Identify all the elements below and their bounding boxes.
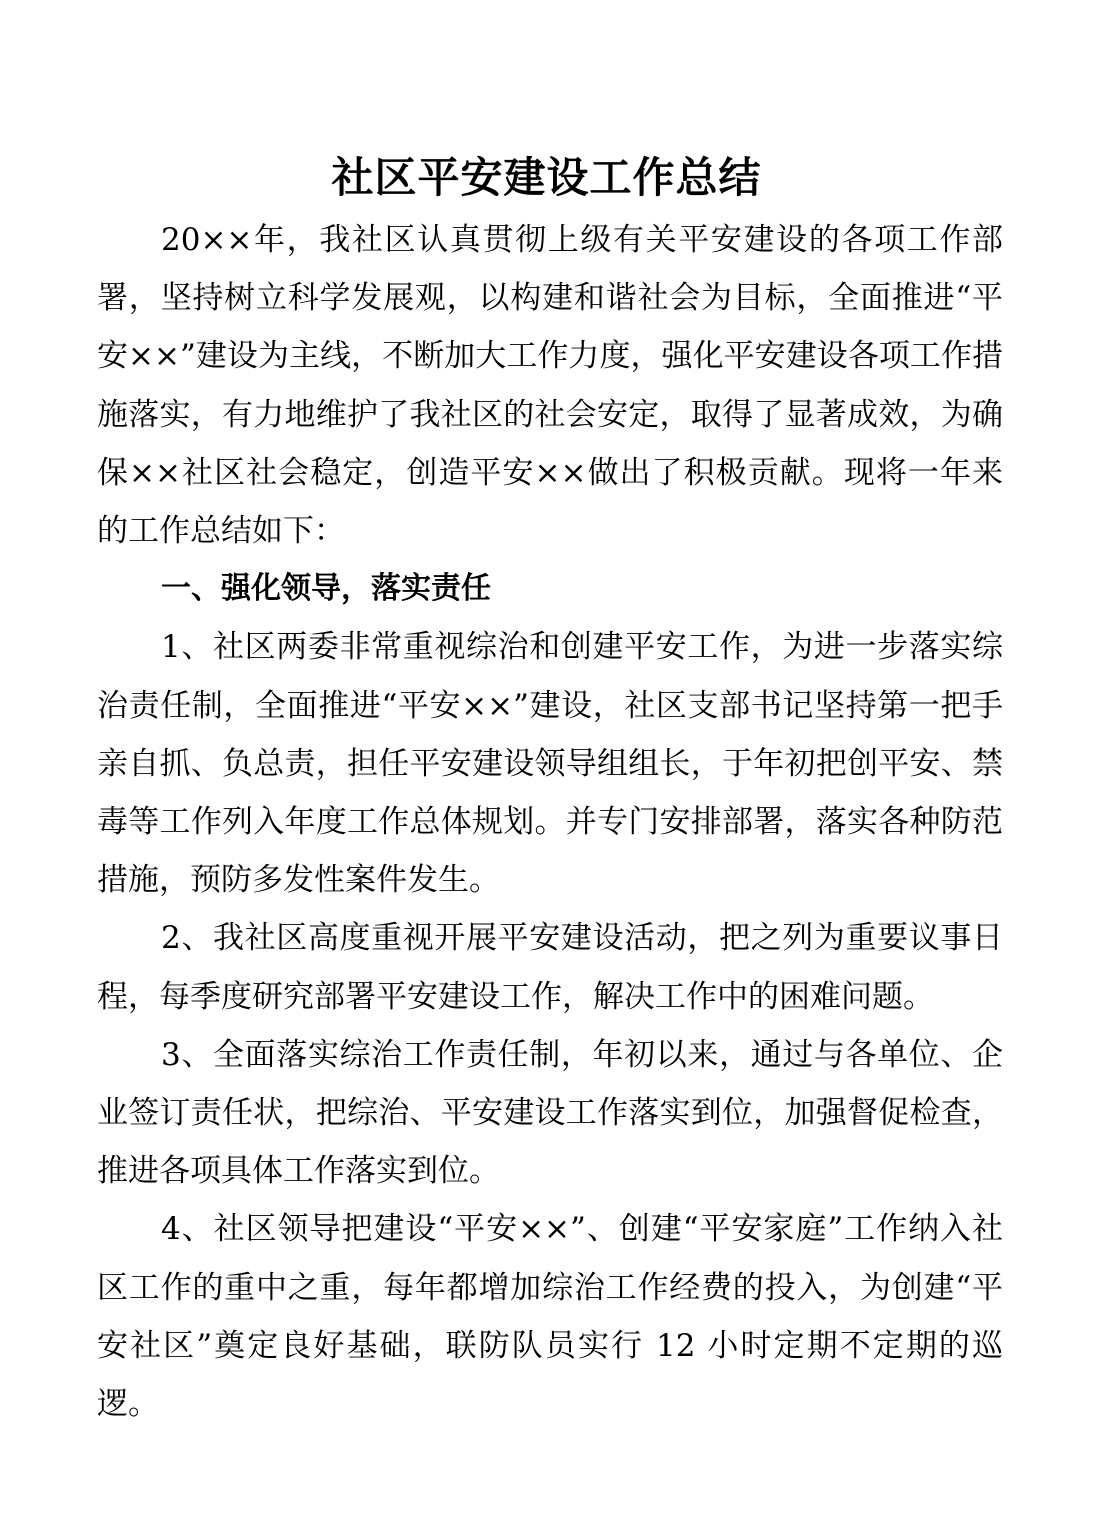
document-body	[97, 211, 1003, 1433]
document-title: 社区平安建设工作总结	[331, 153, 762, 202]
intro-paragraph: 20××年，我社区认真贯彻上级有关平安建设的各项工作部署，坚持树立科学发展观，以构建和谐社会为目标，全面推进“平安××”建设为主线，不断加大工作力度，强化平安建设各项工作措施落实，有力地维护了我社区的社会安定，取得了显著成效，为确保××社区社会稳定，创造平安××做出了积极贡献。现将一年来的工作总结如下：	[97, 222, 1003, 550]
item-paragraph-4: 4、社区领导把建设“平安××”、创建“平安家庭”工作纳入社区工作的重中之重，每年都增加综治工作经费的投入，为创建“平安社区”奠定良好基础，联防队员实行 12 小时定期不定期的巡逻。	[97, 1211, 1003, 1423]
item-paragraph-1: 1、社区两委非常重视综治和创建平安工作，为进一步落实综治责任制，全面推进“平安××”建设，社区支部书记坚持第一把手亲自抓、负总责，担任平安建设领导组组长，于年初把创平安、禁毒等工作列入年度工作总体规划。并专门安排部署，落实各种防范措施，预防多发性案件发生。	[97, 629, 1003, 899]
item-paragraph-2: 2、我社区高度重视开展平安建设活动，把之列为重要议事日程，每季度研究部署平安建设工作，解决工作中的困难问题。	[97, 920, 1003, 1015]
item-paragraph-3: 3、全面落实综治工作责任制，年初以来，通过与各单位、企业签订责任状，把综治、平安建设工作落实到位，加强督促检查，推进各项具体工作落实到位。	[97, 1036, 1003, 1190]
section-heading: 一、强化领导，落实责任	[161, 571, 491, 607]
